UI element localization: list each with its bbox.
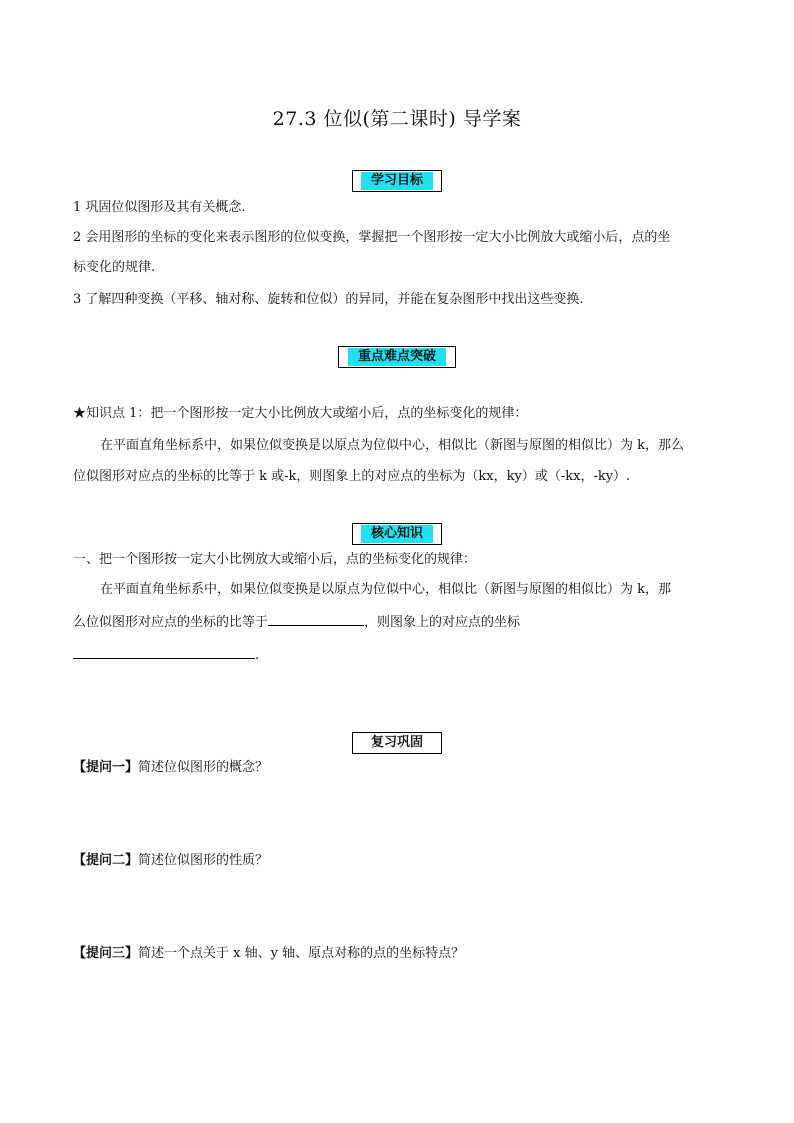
core-line-1: 在平面直角坐标系中，如果位似变换是以原点为位似中心，相似比（新图与原图的相似比）为 k，那 (100, 582, 672, 597)
knowledge-point-1 (73, 405, 733, 423)
goal-item-2-cont: 标变化的规律. (73, 260, 156, 275)
core-line-2 (73, 612, 733, 632)
review-question-1-label: 【提问一】 (73, 760, 139, 775)
core-line-0: 一、把一个图形按一定大小比例放大或缩小后，点的坐标变化的规律： (73, 552, 477, 567)
goal-item-3: 3 了解四种变换（平移、轴对称、旋转和位似）的异同，并能在复杂图形中找出这些变换. (73, 292, 584, 307)
fill-blank-coordinates[interactable] (73, 645, 255, 659)
review-question-3-text: 简述一个点关于 x 轴、y 轴、原点对称的点的坐标特点？ (138, 946, 465, 961)
section-heading-key-points-label: 重点难点突破 (348, 348, 446, 366)
core-line-2-prefix: 么位似图形对应点的坐标的比等于 (73, 615, 269, 630)
page-title: 27.3 位似(第二课时) 导学案 (272, 108, 522, 130)
knowledge-point-text: 把一个图形按一定大小比例放大或缩小后，点的坐标变化的规律： (150, 406, 528, 421)
review-question-3 (73, 945, 733, 963)
section-heading-review (352, 732, 442, 754)
review-question-1-text: 简述位似图形的概念？ (138, 760, 269, 775)
fill-blank-ratio[interactable] (268, 612, 364, 626)
core-line-3 (73, 645, 733, 665)
review-question-3-label: 【提问三】 (73, 946, 139, 961)
section-heading-goals-label: 学习目标 (361, 172, 433, 190)
core-line-2-suffix: ，则图象上的对应点的坐标 (364, 615, 521, 630)
section-heading-review-label: 复习巩固 (370, 735, 423, 750)
knowledge-point-label: ★知识点 1： (73, 406, 151, 421)
key-points-para-line-2: 位似图形对应点的坐标的比等于 k 或-k，则图象上的对应点的坐标为（kx，ky）或（-kx，-ky）. (73, 469, 631, 484)
goal-item-1: 1 巩固位似图形及其有关概念. (73, 200, 246, 215)
section-heading-core-label: 核心知识 (361, 525, 433, 543)
core-line-3-end: . (255, 648, 260, 663)
section-heading-key-points (338, 346, 456, 368)
goal-item-2: 2 会用图形的坐标的变化来表示图形的位似变换，掌握把一个图形按一定大小比例放大或缩小后，点的坐 (73, 230, 671, 245)
review-question-2-text: 简述位似图形的性质？ (138, 853, 269, 868)
section-heading-core (352, 523, 442, 545)
key-points-para-line-1: 在平面直角坐标系中，如果位似变换是以原点为位似中心，相似比（新图与原图的相似比）为 k，那么 (100, 438, 685, 453)
review-question-2-label: 【提问二】 (73, 853, 139, 868)
review-question-1 (73, 759, 733, 777)
review-question-2 (73, 852, 733, 870)
section-heading-goals (352, 170, 442, 192)
